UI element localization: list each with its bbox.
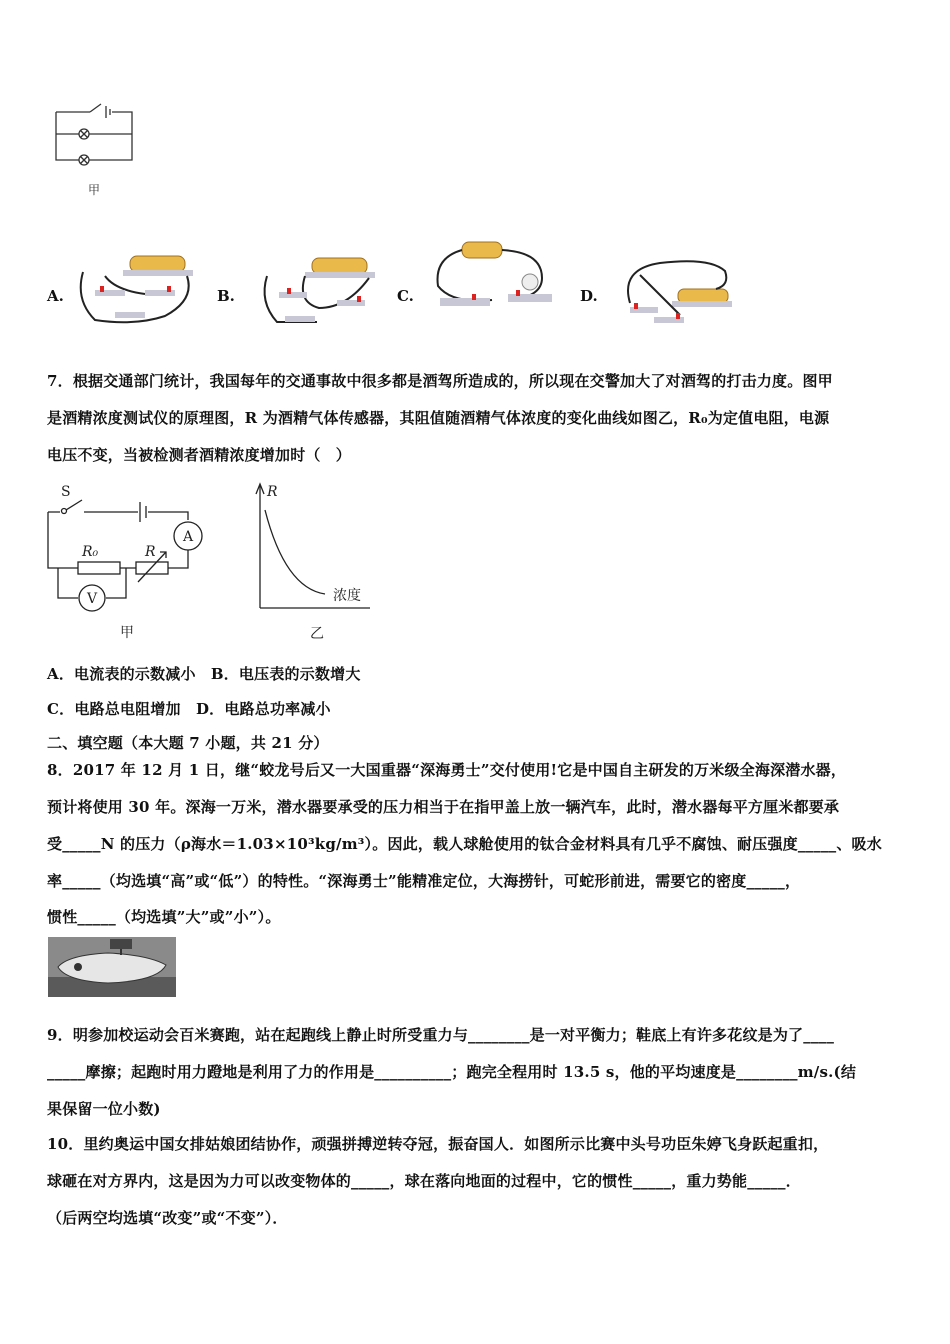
q10-line-1: 10．里约奥运中国女排姑娘团结协作，顽强拼搏逆转夺冠，振奋国人．如图所示比赛中头号功臣朱婷飞身跃起重扣， bbox=[47, 1135, 829, 1153]
q7-resistance-graph bbox=[245, 478, 385, 643]
q9-line-1: 9．明参加校运动会百米赛跑，站在起跑线上静止时所受重力与________是一对平衡力；鞋底上有许多花纹是为了____ bbox=[47, 1026, 835, 1044]
graph-caption: 乙 bbox=[310, 626, 324, 642]
option-d-label: D. bbox=[580, 287, 598, 305]
q8-line-1: 8．2017 年 12 月 1 日，继“蛟龙号后又一大国重器“深海勇士”交付使用!它是中国自主研发的万米级全海深潜水器， bbox=[47, 761, 847, 779]
r0-label: R₀ bbox=[82, 544, 99, 560]
q7-line-1: 7．根据交通部门统计，我国每年的交通事故中很多都是酒驾所造成的，所以现在交警加大了对酒驾的打击力度。图甲 bbox=[47, 372, 833, 390]
option-b-photo-circuit bbox=[257, 252, 377, 330]
option-b-label: B. bbox=[217, 287, 235, 305]
option-a-photo-circuit bbox=[75, 250, 195, 328]
q9-line-2: _____摩擦；起跑时用力蹬地是利用了力的作用是__________；跑完全程用时 13.5 s，他的平均速度是________m/s.(结 bbox=[47, 1063, 857, 1081]
q9-line-3: 果保留一位小数) bbox=[47, 1100, 161, 1118]
option-d-photo-circuit bbox=[620, 255, 735, 330]
q8-line-5: 惯性_____（均选填”大”或”小”）。 bbox=[47, 908, 281, 926]
top-figure-caption: 甲 bbox=[88, 183, 101, 197]
q10-line-2: 球砸在对方界内，这是因为力可以改变物体的_____，球在落向地面的过程中，它的惯性_____，重力势能_____． bbox=[47, 1172, 801, 1190]
submersible-photo bbox=[48, 937, 176, 997]
q7-line-3: 电压不变，当被检测者酒精浓度增加时（ ） bbox=[47, 446, 352, 464]
ammeter-label: A bbox=[183, 529, 194, 545]
q10-line-3: （后两空均选填“改变”或“不变”）． bbox=[47, 1209, 288, 1227]
option-a-label: A. bbox=[47, 287, 64, 305]
switch-s-label: S bbox=[61, 484, 71, 500]
q8-line-3: 受_____N 的压力（ρ海水＝1.03×10³kg/m³）。因此，载人球舱使用的钛合金材料具有几乎不腐蚀、耐压强度_____、吸水 bbox=[47, 835, 882, 853]
q7-circuit-diagram bbox=[40, 482, 220, 642]
r-label: R bbox=[145, 544, 156, 560]
voltmeter-label: V bbox=[87, 591, 98, 607]
top-circuit-diagram bbox=[48, 98, 143, 203]
q8-line-2: 预计将使用 30 年。深海一万米，潜水器要承受的压力相当于在指甲盖上放一辆汽车，此时，潜水器每平方厘米都要承 bbox=[47, 798, 840, 816]
graph-y-label: R bbox=[267, 484, 278, 500]
graph-x-label: 浓度 bbox=[333, 588, 361, 604]
q7-options-line-1: A．电流表的示数减小 B．电压表的示数增大 bbox=[47, 665, 361, 683]
option-c-photo-circuit bbox=[432, 238, 562, 318]
circuit-caption: 甲 bbox=[120, 625, 134, 641]
q8-line-4: 率_____（均选填“高”或“低”）的特性。“深海勇士”能精准定位，大海捞针，可蛇形前进，需要它的密度_____， bbox=[47, 872, 801, 890]
q7-line-2: 是酒精浓度测试仪的原理图，R 为酒精气体传感器，其阻值随酒精气体浓度的变化曲线如图乙，R₀为定值电阻，电源 bbox=[47, 409, 830, 427]
option-c-label: C. bbox=[397, 287, 414, 305]
section-2-title: 二、填空题（本大题 7 小题，共 21 分） bbox=[47, 734, 329, 752]
q7-options-line-2: C．电路总电阻增加 D．电路总功率减小 bbox=[47, 700, 331, 718]
